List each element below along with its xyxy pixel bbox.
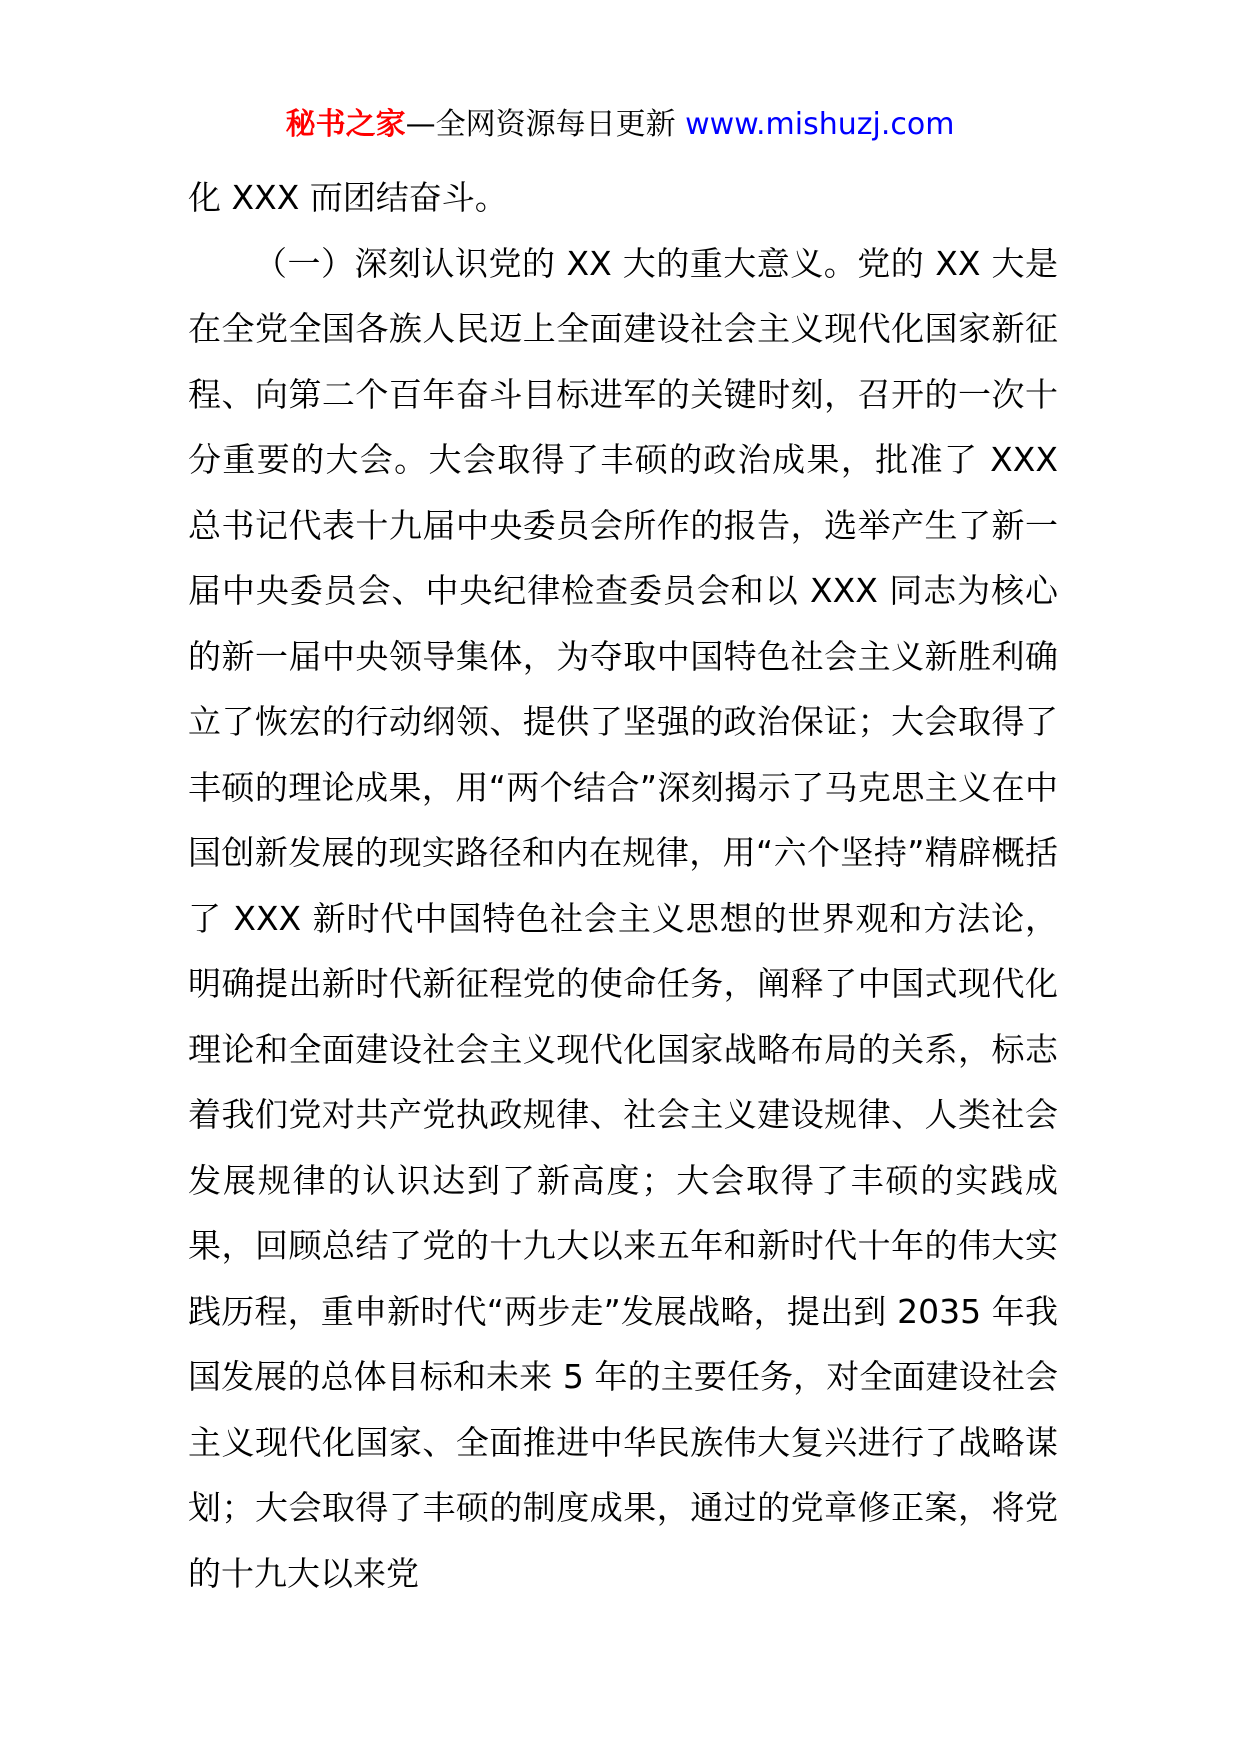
header-tagline: —全网资源每日更新	[405, 107, 676, 142]
paragraph-significance: （一）深刻认识党的 XX 大的重大意义。党的 XX 大是在全党全国各族人民迈上全面建设社会主义现代化国家新征程、向第二个百年奋斗目标进军的关键时刻，召开的一次十分重要的大会。大会取得了丰硕的政治成果，批准了 XXX 总书记代表十九届中央委员会所作的报告，选举产生了新一届中央委员会、中央纪律检查委员会和以 XXX 同志为核心的新一届中央领导集体，为夺取中国特色社会主义新胜利确立了恢宏的行动纲领、提供了坚强的政治保证；大会取得了丰硕的理论成果，用“两个结合”深刻揭示了马克思主义在中国创新发展的现实路径和内在规律，用“六个坚持”精辟概括了 XXX 新时代中国特色社会主义思想的世界观和方法论，明确提出新时代新征程党的使命任务，阐释了中国式现代化理论和全面建设社会主义现代化国家战略布局的关系，标志着我们党对共产党执政规律、社会主义建设规律、人类社会发展规律的认识达到了新高度；大会取得了丰硕的实践成果，回顾总结了党的十九大以来五年和新时代十年的伟大实践历程，重申新时代“两步走”发展战略，提出到 2035 年我国发展的总体目标和未来 5 年的主要任务，对全面建设社会主义现代化国家、全面推进中华民族伟大复兴进行了战略谋划；大会取得了丰硕的制度成果，通过的党章修正案，将党的十九大以来党	[188, 243, 1058, 1593]
page-header	[0, 100, 1240, 150]
brand-name: 秘书之家	[285, 107, 406, 142]
site-url-link[interactable]: www.mishuzj.com	[685, 107, 955, 142]
document-body	[188, 165, 1058, 1606]
paragraph-continuation: 化 XXX 而团结奋斗。	[188, 178, 508, 217]
